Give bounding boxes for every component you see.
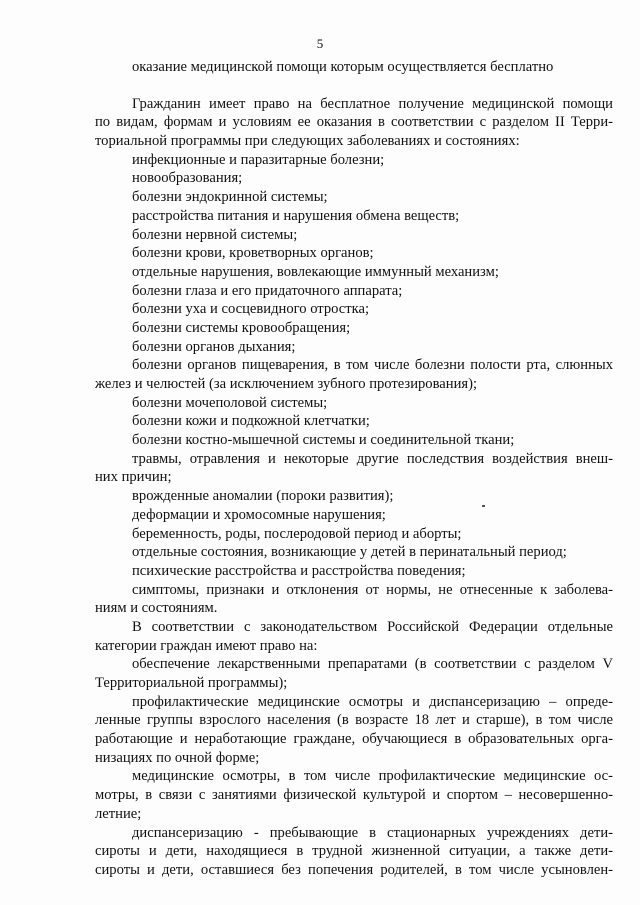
text-line: профилактические медицинские осмотры и диспансеризацию – опреде- <box>132 693 613 710</box>
text-line: болезни костно-мышечной системы и соединительной ткани; <box>132 432 515 449</box>
text-line: травмы, отравления и некоторые другие последствия воздействия внеш- <box>132 450 613 467</box>
text-line: желез и челюстей (за исключением зубного протезирования); <box>95 376 478 392</box>
text-line: сироты и дети, находящиеся в трудной жизненной ситуации, а также дети- <box>95 843 613 860</box>
text-line: сироты и дети, оставшиеся без попечения родителей, в том числе усыновлен- <box>95 861 613 878</box>
text-line: категории граждан имеют право на: <box>95 637 318 654</box>
text-line: расстройства питания и нарушения обмена веществ; <box>132 207 460 224</box>
text-line: болезни органов дыхания; <box>132 338 296 355</box>
text-line: летние; <box>95 805 142 822</box>
text-line: болезни глаза и его придаточного аппарата; <box>132 282 403 299</box>
text-line: болезни нервной системы; <box>132 226 298 243</box>
text-line: ториальной программы при следующих заболеваниях и состояниях: <box>95 133 520 150</box>
page-number: 5 <box>316 36 324 51</box>
text-line: медицинские осмотры, в том числе профилактические медицинские ос- <box>132 768 613 785</box>
text-line: Гражданин имеет право на бесплатное получение медицинской помощи <box>132 95 613 112</box>
text-line: болезни мочеполовой системы; <box>132 394 328 411</box>
text-line: обеспечение лекарственными препаратами (в соответствии с разделом V <box>132 656 613 673</box>
text-line: болезни органов пищеварения, в том числе болезни полости рта, слюнных <box>132 357 613 374</box>
text-line: диспансеризацию - пребывающие в стационарных учреждениях дети- <box>132 824 613 841</box>
text-line: болезни системы кровообращения; <box>132 319 351 336</box>
document-body <box>95 58 613 880</box>
text-line: ниям и состояниям. <box>95 600 218 617</box>
scan-speck <box>482 505 485 507</box>
text-line: низациях по очной форме; <box>95 749 260 766</box>
text-line: болезни кожи и подкожной клетчатки; <box>132 413 370 430</box>
text-line: болезни крови, кроветворных органов; <box>132 245 374 262</box>
heading-continuation: оказание медицинской помощи которым осуществляется бесплатно <box>132 59 554 75</box>
text-line: них причин; <box>95 469 172 486</box>
text-line: беременность, роды, послеродовой период и аборты; <box>132 525 462 542</box>
text-line: деформации и хромосомные нарушения; <box>132 506 386 523</box>
text-line: врожденные аномалии (пороки развития); <box>132 488 394 505</box>
text-line: инфекционные и паразитарные болезни; <box>132 151 385 168</box>
paragraph-gap <box>95 77 613 95</box>
text-line: мотры, в связи с занятиями физической культурой и спортом – несовершенно- <box>95 787 613 804</box>
text-line: отдельные нарушения, вовлекающие иммунный механизм; <box>132 263 499 280</box>
text-line: В соответствии с законодательством Российской Федерации отдельные <box>132 618 613 635</box>
text-line: болезни уха и сосцевидного отростка; <box>132 301 370 318</box>
text-line: новообразования; <box>132 170 243 187</box>
text-line: психические расстройства и расстройства поведения; <box>132 562 466 579</box>
text-line: симптомы, признаки и отклонения от нормы, не отнесенные к заболева- <box>132 581 613 598</box>
text-line: болезни эндокринной системы; <box>132 189 328 206</box>
text-line: ленные группы взрослого населения (в возрасте 18 лет и старше), в том числе <box>95 712 613 729</box>
text-lines <box>95 95 613 880</box>
text-line: по видам, формам и условиям ее оказания в соответствии с разделом II Терри- <box>95 114 613 131</box>
text-line: работающие и неработающие граждане, обучающиеся в образовательных орга- <box>95 731 613 748</box>
text-line: Территориальной программы); <box>95 675 288 691</box>
text-line: отдельные состояния, возникающие у детей в перинатальный период; <box>132 544 567 561</box>
